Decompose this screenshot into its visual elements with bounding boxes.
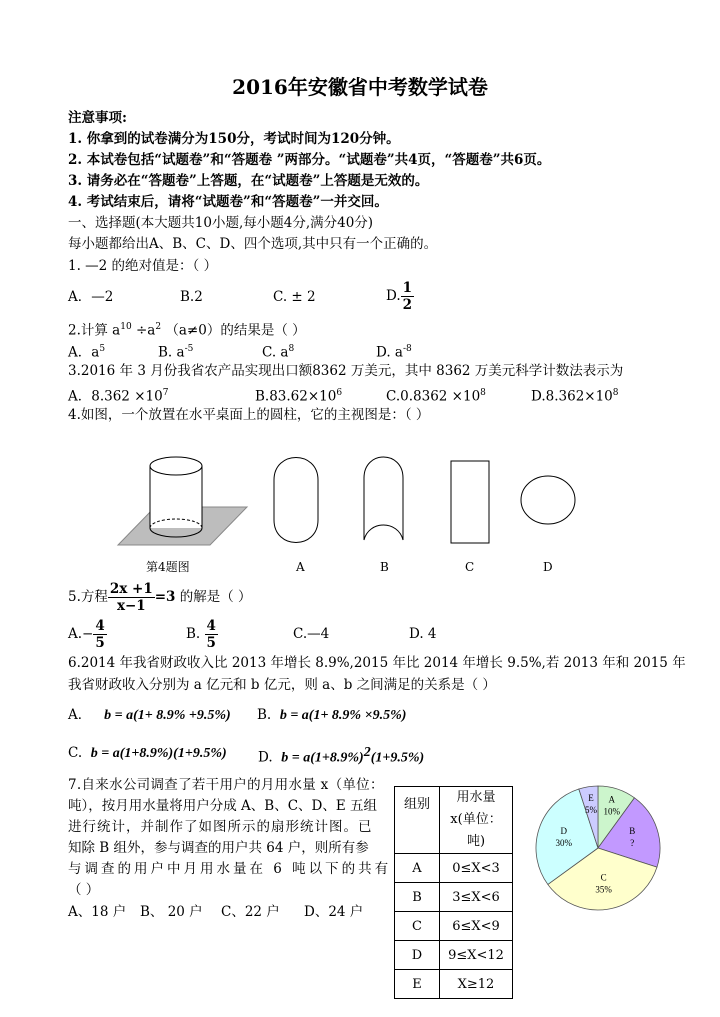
- q7-option-b: B、 20 户: [140, 904, 203, 920]
- text: D.: [258, 749, 273, 766]
- formula: (1+9.5%): [370, 750, 425, 766]
- pie-category-label: E: [588, 792, 594, 803]
- note-item: 3. 请务必在“答题卷”上答题，在“试题卷”上答题是无效的。: [68, 173, 429, 189]
- choice-label-d: D: [543, 560, 553, 574]
- pie-category-label: D: [560, 825, 568, 836]
- text: C.: [68, 745, 83, 761]
- table-cell: A: [395, 854, 440, 883]
- table-cell: 0≤X<3: [440, 854, 513, 883]
- page-title: 2016年安徽省中考数学试卷: [232, 75, 488, 99]
- q3-stem: 3.2016 年 3 月份我省农产品实现出口额8362 万美元，其中 8362 万美元科学计数法表示为: [68, 363, 624, 379]
- q7-option-a: A、18 户: [68, 904, 127, 920]
- numerator: 2x +1: [109, 581, 153, 597]
- table-row: [395, 941, 513, 970]
- table-cell: 3≤X<6: [440, 883, 513, 912]
- exponent: 7: [162, 388, 169, 398]
- table-cell: 6≤X<9: [440, 912, 513, 941]
- exponent: 8: [612, 388, 619, 398]
- table-row: [395, 854, 513, 883]
- exponent: 2: [155, 322, 162, 332]
- water-usage-table: [394, 786, 513, 999]
- formula: b = a(1+8.9%): [281, 750, 364, 766]
- numerator: 1: [402, 280, 413, 296]
- exponent: -8: [402, 344, 412, 354]
- text: C. a: [262, 344, 289, 361]
- pie-value-label: ?: [630, 837, 635, 848]
- text: 2.计算 a: [68, 322, 121, 339]
- choice-label-c: C: [465, 560, 475, 574]
- denominator: 5: [95, 635, 105, 651]
- text: B.: [257, 707, 272, 723]
- figure-caption: 第4题图: [146, 560, 190, 574]
- table-cell: X≥12: [440, 970, 513, 999]
- section-heading: 一、选择题(本大题共10小题,每小题4分,满分40分): [68, 215, 374, 231]
- text: D.8.362×10: [531, 388, 613, 405]
- note-item: 4. 考试结束后，请将“试题卷”和“答题卷”一并交回。: [68, 194, 388, 210]
- note-item: 1. 你拿到的试卷满分为150分，考试时间为120分钟。: [68, 131, 400, 147]
- pie-value-label: 10%: [603, 806, 621, 817]
- q1-option-c: C. ± 2: [273, 289, 316, 305]
- denominator: 2: [402, 297, 413, 313]
- pie-category-label: A: [608, 794, 616, 805]
- header-cell: 用水量 x(单位：吨): [440, 787, 513, 854]
- table-header-row: [395, 787, 513, 854]
- pie-value-label: 5%: [585, 804, 598, 815]
- text: A．: [68, 707, 92, 723]
- formula: b = a(1+ 8.9% +9.5%): [104, 708, 231, 723]
- choice-b-figure: [364, 457, 403, 540]
- text: （a≠0）的结果是（ ）: [161, 322, 306, 339]
- table-row: [395, 883, 513, 912]
- text: A．8.362 ×10: [68, 388, 163, 405]
- note-item: 2. 本试卷包括“试题卷”和“答题卷 ”两部分。“试题卷”共4页，“答题卷”共6页。: [68, 152, 551, 168]
- pie-value-label: 35%: [595, 884, 612, 895]
- q6-option-d: [258, 744, 424, 768]
- table-cell: E: [395, 970, 440, 999]
- numerator: 4: [95, 618, 105, 634]
- q5-option-b: [186, 617, 218, 651]
- q1-option-b: B.2: [180, 289, 203, 305]
- exponent: 8: [480, 388, 486, 398]
- q1-option-a: A．—2: [68, 289, 114, 305]
- q4-stem: 4.如图，一个放置在水平桌面上的圆柱，它的主视图是：（ ）: [68, 407, 430, 423]
- choice-label-a: A: [296, 560, 305, 574]
- table-cell: C: [395, 912, 440, 941]
- q6-stem-line1: 6.2014 年我省财政收入比 2013 年增长 8.9%,2015 年比 2014 年增长 9.5%,若 2013 年和 2015 年: [68, 655, 686, 671]
- q5-option-a: [68, 617, 107, 651]
- text: B.: [186, 626, 205, 642]
- text: 5.方程: [68, 589, 108, 605]
- text: 的解是（ ）: [175, 589, 252, 605]
- q7-stem-line: （ ）: [68, 882, 100, 898]
- fraction: [108, 581, 155, 614]
- q7-stem-line: 与调查的用户中月用水量在 6 吨以下的共有: [68, 861, 392, 877]
- q6-option-b: [257, 706, 406, 725]
- denominator: 5: [206, 635, 216, 651]
- choice-a-figure: [274, 458, 318, 543]
- text: D. a: [376, 344, 403, 361]
- fraction: [205, 618, 218, 651]
- notes-heading: 注意事项:: [68, 110, 127, 126]
- pie-chart: [530, 780, 666, 916]
- q6-option-a: [68, 706, 231, 725]
- pie-category-label: C: [600, 872, 607, 883]
- header-cell: 组别: [395, 787, 440, 854]
- equals: =3: [154, 589, 176, 605]
- table-row: [395, 912, 513, 941]
- text: A．a: [68, 344, 100, 361]
- text: A.−: [68, 626, 94, 642]
- q7-stem-line: 7.自来水公司调查了若干用户的月用水量 x（单位：: [68, 777, 384, 793]
- q5-stem: [68, 580, 252, 614]
- formula: b = a(1+8.9%)(1+9.5%): [90, 746, 227, 761]
- q7-stem-line: 知除 B 组外，参与调查的用户共 64 户，则所有参: [68, 840, 369, 856]
- q7-stem-line: 进行统计，并制作了如图所示的扇形统计图。已: [68, 819, 373, 835]
- exponent: 5: [99, 344, 106, 354]
- fraction: [93, 618, 106, 651]
- q1-stem: 1. —2 的绝对值是：（ ）: [68, 258, 218, 274]
- q7-stem-line: 吨），按月用水量将用户分成 A、B、C、D、E 五组: [68, 798, 378, 814]
- q7-option-c: C、22 户: [221, 904, 280, 920]
- q5-option-c: C.—4: [293, 626, 330, 642]
- exponent: 6: [336, 388, 343, 398]
- text: ÷a: [131, 322, 156, 339]
- q5-option-d: D. 4: [409, 626, 437, 642]
- exponent: -5: [184, 344, 194, 354]
- table-row: [395, 970, 513, 999]
- q6-option-c: [68, 744, 227, 763]
- table-cell: D: [395, 941, 440, 970]
- pie-value-label: 30%: [555, 837, 573, 848]
- q6-stem-line2: 我省财政收入分别为 a 亿元和 b 亿元，则 a、b 之间满足的关系是（ ）: [68, 677, 496, 693]
- exponent: 10: [120, 322, 132, 332]
- text: B. a: [158, 344, 185, 361]
- section-instruction: 每小题都给出A、B、C、D、四个选项,其中只有一个正确的。: [68, 236, 438, 252]
- table-cell: B: [395, 883, 440, 912]
- formula: b = a(1+ 8.9% ×9.5%): [279, 708, 407, 723]
- pie-category-label: B: [629, 825, 636, 836]
- choice-c-figure: [451, 461, 489, 543]
- exponent: 8: [288, 344, 295, 354]
- text: C.0.8362 ×10: [386, 388, 481, 405]
- text: B.83.62×10: [255, 388, 337, 405]
- table-cell: 9≤X<12: [440, 941, 513, 970]
- denominator: x−1: [116, 598, 146, 614]
- numerator: 4: [206, 618, 216, 634]
- exponent: 2: [363, 745, 371, 760]
- option-label: D.: [386, 288, 401, 304]
- choice-d-figure: [521, 476, 575, 524]
- cylinder-on-table-figure: [118, 457, 247, 545]
- choice-label-b: B: [380, 560, 389, 574]
- q7-option-d: D、24 户: [304, 904, 364, 920]
